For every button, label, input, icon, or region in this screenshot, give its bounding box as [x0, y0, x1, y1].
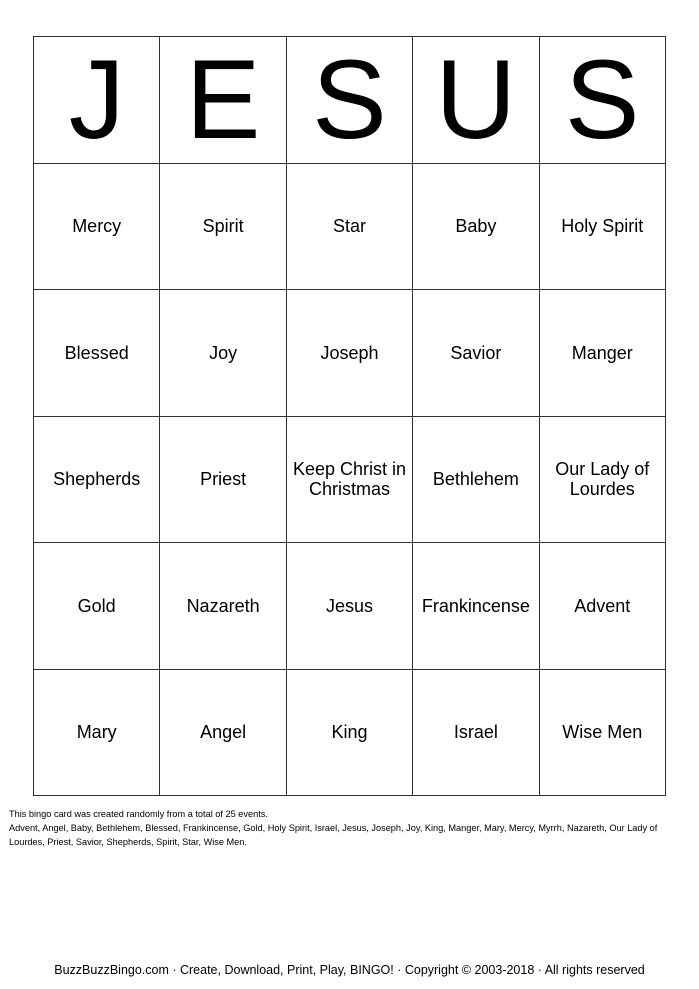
header-letter: J: [34, 37, 160, 164]
card-note: [9, 807, 689, 849]
note-summary: This bingo card was created randomly from a total of 25 events.: [9, 809, 268, 819]
footer: BuzzBuzzBingo.com · Create, Download, Print, Play, BINGO! · Copyright © 2003-2018 · All rights reserved: [54, 963, 645, 977]
header-letter: S: [539, 37, 665, 164]
bingo-cell: Spirit: [160, 163, 286, 290]
bingo-cell: Mercy: [34, 163, 160, 290]
header-letter: S: [286, 37, 412, 164]
bingo-cell: Priest: [160, 416, 286, 543]
bingo-cell: Joseph: [286, 290, 412, 417]
bingo-cell: Angel: [160, 669, 286, 796]
header-letter: E: [160, 37, 286, 164]
bingo-cell: Jesus: [286, 543, 412, 670]
bingo-cell: Star: [286, 163, 412, 290]
bingo-cell: King: [286, 669, 412, 796]
note-event-list: Advent, Angel, Baby, Bethlehem, Blessed, Frankincense, Gold, Holy Spirit, Israel, Jesus, Joseph, Joy, King, Manger, Mary, Mercy, Myrrh, Nazareth, Our Lady of Lourdes, Priest, Savior, Shepherds, Spirit, Star, Wise Men.: [9, 823, 658, 847]
bingo-row: [34, 543, 666, 670]
bingo-row: [34, 416, 666, 543]
bingo-cell: Shepherds: [34, 416, 160, 543]
header-letter: U: [413, 37, 539, 164]
bingo-cell: Frankincense: [413, 543, 539, 670]
bingo-row: [34, 669, 666, 796]
bingo-cell: Baby: [413, 163, 539, 290]
bingo-cell: Wise Men: [539, 669, 665, 796]
bingo-cell: Holy Spirit: [539, 163, 665, 290]
header-row: [34, 37, 666, 164]
bingo-cell: Nazareth: [160, 543, 286, 670]
bingo-cell: Savior: [413, 290, 539, 417]
bingo-cell: Israel: [413, 669, 539, 796]
bingo-cell: Joy: [160, 290, 286, 417]
bingo-cell: Gold: [34, 543, 160, 670]
bingo-row: [34, 163, 666, 290]
bingo-cell: Bethlehem: [413, 416, 539, 543]
bingo-cell: Our Lady of Lourdes: [539, 416, 665, 543]
bingo-cell: Advent: [539, 543, 665, 670]
bingo-cell: Mary: [34, 669, 160, 796]
bingo-cell: Keep Christ in Christmas: [286, 416, 412, 543]
bingo-cell: Blessed: [34, 290, 160, 417]
bingo-cell: Manger: [539, 290, 665, 417]
bingo-card: [33, 36, 666, 796]
bingo-row: [34, 290, 666, 417]
